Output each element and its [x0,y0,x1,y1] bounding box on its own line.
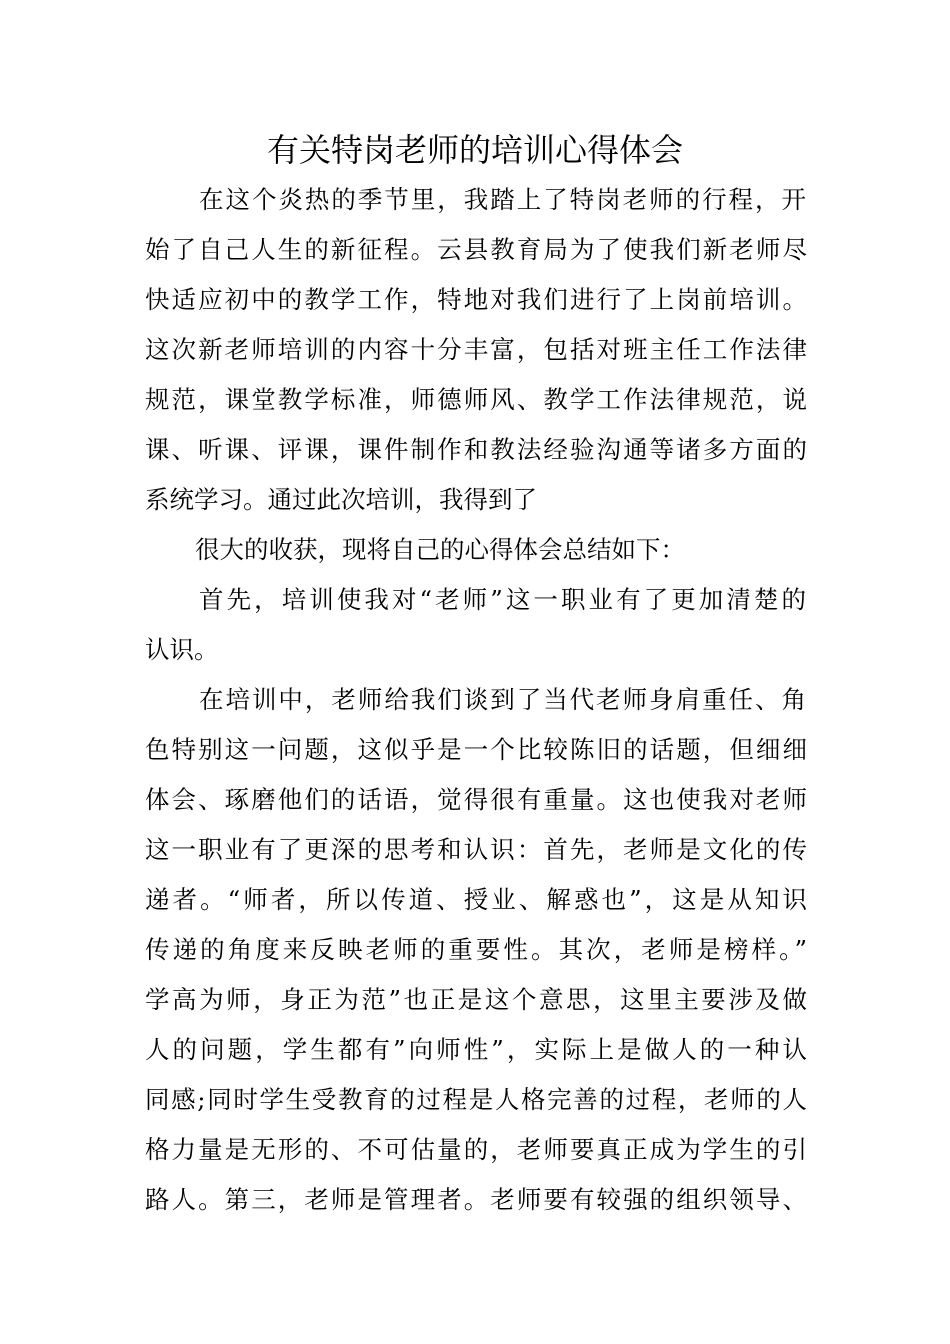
body-line: 规范，课堂教学标准，师德师风、教学工作法律规范，说 [145,385,807,414]
body-line: 始了自己人生的新征程。云县教育局为了使我们新老师尽 [145,235,807,264]
body-line: 色特别这一问题，这似乎是一个比较陈旧的话题，但细细 [145,735,807,764]
body-line: 在这个炎热的季节里，我踏上了特岗老师的行程，开 [199,185,806,214]
body-line: 认识。 [145,635,219,664]
body-line: 路人。第三，老师是管理者。老师要有较强的组织领导、 [145,1185,807,1214]
body-line: 递者。“师者，所以传道、授业、解惑也”，这是从知识 [145,885,807,914]
body-line: 课、听课、评课，课件制作和教法经验沟通等诸多方面的 [145,435,807,464]
document-title: 有关特岗老师的培训心得体会 [266,131,683,169]
body-line: 很大的收获，现将自己的心得体会总结如下： [195,535,685,564]
body-line: 这次新老师培训的内容十分丰富，包括对班主任工作法律 [145,335,807,364]
body-line: 系统学习。通过此次培训，我得到了 [145,485,537,514]
body-line: 学高为师，身正为范”也正是这个意思，这里主要涉及做 [145,985,807,1014]
body-line: 首先，培训使我对“老师”这一职业有了更加清楚的 [199,585,806,614]
body-line: 体会、琢磨他们的话语，觉得很有重量。这也使我对老师 [145,785,807,814]
body-line: 传递的角度来反映老师的重要性。其次，老师是榜样。” [145,935,807,964]
body-line: 同感;同时学生受教育的过程是人格完善的过程，老师的人 [145,1085,807,1114]
body-line: 格力量是无形的、不可估量的，老师要真正成为学生的引 [145,1135,807,1164]
body-line: 这一职业有了更深的思考和认识：首先，老师是文化的传 [145,835,807,864]
body-line: 在培训中，老师给我们谈到了当代老师身肩重任、角 [199,685,806,714]
body-line: 快适应初中的教学工作，特地对我们进行了上岗前培训。 [145,285,807,314]
body-line: 人的问题，学生都有”向师性”，实际上是做人的一种认 [145,1035,807,1064]
